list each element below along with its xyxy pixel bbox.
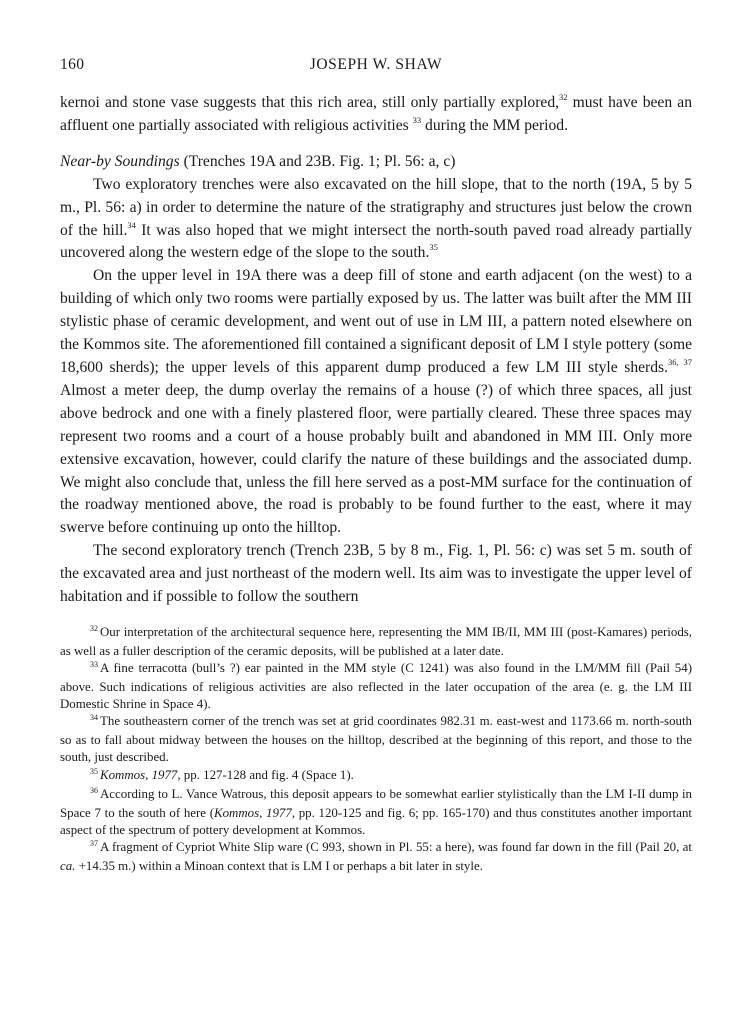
footnote-number: 35 bbox=[90, 766, 98, 776]
footnote-text: pp. 127-128 and fig. 4 (Space 1). bbox=[180, 767, 354, 782]
page-number: 160 bbox=[60, 56, 85, 73]
footnote-text: A fragment of Cypriot White Slip ware (C 993, shown in Pl. 55: a here), was found far down in the fill (Pail 20, at bbox=[100, 840, 692, 855]
footnotes bbox=[60, 624, 692, 875]
section-heading-rest: (Trenches 19A and 23B. Fig. 1; Pl. 56: a, c) bbox=[179, 152, 456, 170]
paragraph-text: The second exploratory trench (Trench 23B, 5 by 8 m., Fig. 1, Pl. 56: c) was set 5 m. south of the excavated area and just northeast of the modern well. Its aim was to investigate the upper level of habitation and if possible to follow the southern bbox=[60, 542, 692, 606]
paragraph-text: must have been an affluent one partially associated with religious activities bbox=[60, 94, 692, 134]
paragraph bbox=[60, 540, 692, 609]
footnote-text: +14.35 m.) within a Minoan context that is LM I or perhaps a bit later in style. bbox=[75, 859, 483, 874]
footnote-text: pp. 120-125 and fig. 6; pp. 165-170) and thus constitutes another important aspect of the spectrum of pottery development at Kommos. bbox=[60, 805, 692, 837]
footnote-ref[interactable]: 35 bbox=[429, 242, 438, 253]
footnote bbox=[60, 713, 692, 765]
footnote bbox=[60, 839, 692, 874]
section-heading-title: Near-by Soundings bbox=[60, 152, 180, 170]
footnote-text: The southeastern corner of the trench was set at grid coordinates 982.31 m. east-west and 1173.66 m. north-south so as to fall about midway between the houses on the hilltop, described at the beginning of this report, and those to the south, just described. bbox=[60, 714, 692, 764]
footnote-citation: Kommos, 1977, bbox=[100, 767, 181, 782]
paragraph-text: It was also hoped that we might intersect the north-south paved road already partially uncovered along the western edge of the slope to the south. bbox=[60, 221, 692, 262]
paragraph-text: Two exploratory trenches were also excavated on the hill slope, that to the north (19A, 5 by 5 m., Pl. 56: a) in order to determine the nature of the stratigraphy and structures just below the crown of the hill. bbox=[60, 175, 692, 239]
footnote-citation: Kommos, 1977, bbox=[214, 805, 296, 820]
paragraph bbox=[60, 174, 692, 266]
footnote bbox=[60, 786, 692, 838]
paragraph-text: On the upper level in 19A there was a deep fill of stone and earth adjacent (on the west) to a building of which only two rooms were partially exposed by us. The latter was built after the MM III stylistic phase of ceramic development, and went out of use in LM III, a pattern noted elsewhere on the Kommos site. The aforementioned fill contained a significant deposit of LM I style pottery (some 18,600 sherds); the upper levels of this apparent dump produced a few LM III style sherds. bbox=[60, 267, 692, 376]
footnote-number: 32 bbox=[90, 623, 98, 633]
paragraph-text: kernoi and stone vase suggests that this rich area, still only partially explored, bbox=[60, 94, 560, 111]
footnote bbox=[60, 624, 692, 659]
paragraph bbox=[60, 265, 692, 540]
paragraph bbox=[60, 92, 692, 138]
footnote-ref[interactable]: 33 bbox=[412, 114, 422, 125]
footnote-number: 33 bbox=[90, 660, 98, 670]
footnote-number: 37 bbox=[90, 839, 98, 849]
footnote bbox=[60, 660, 692, 712]
paragraph-text: during the MM period. bbox=[421, 116, 568, 134]
page bbox=[60, 56, 692, 876]
footnote-number: 36 bbox=[90, 786, 98, 796]
running-head: JOSEPH W. SHAW bbox=[309, 56, 443, 73]
section-heading bbox=[60, 151, 692, 174]
footnote-number: 34 bbox=[90, 713, 98, 723]
footnote-text: According to L. Vance Watrous, this deposit appears to be somewhat earlier stylistically than the LM I-II dump in Space 7 to the south of here ( bbox=[60, 787, 692, 820]
footnote-text: A fine terracotta (bull’s ?) ear painted in the MM style (C 1241) was also found in the LM/MM fill (Pail 54) above. Such indications of religious activities are also reflected in the later occupation of the area (e. g. the LM III Domestic Shrine in Space 4). bbox=[60, 661, 692, 711]
footnote-ref[interactable]: 32 bbox=[559, 92, 568, 102]
footnote-text: Our interpretation of the architectural sequence here, representing the MM IB/II, MM III (post-Kamares) periods, as well as a fuller description of the ceramic deposits, will be published at a later date. bbox=[60, 624, 692, 658]
footnote bbox=[60, 767, 692, 786]
footnote-ref[interactable]: 36, 37 bbox=[668, 356, 693, 367]
paragraph-text: Almost a meter deep, the dump overlay the remains of a house (?) of which three spaces, all just above bedrock and one with a finely plastered floor, were partially cleared. These three spaces may represent two rooms and a court of a house probably built and abandoned in MM III. Only more extensive excavation, however, could clarify the nature of these buildings and the associated dump. We might also conclude that, unless the fill here served as a post-MM surface for the continuation of the roadway mentioned above, the road is probably to be found further to the east, where it may swerve before continuing up onto the hilltop. bbox=[60, 381, 692, 537]
page-header bbox=[60, 56, 692, 78]
footnote-ref[interactable]: 34 bbox=[127, 219, 136, 230]
footnote-abbrev: ca. bbox=[60, 859, 76, 874]
body-text bbox=[60, 92, 692, 609]
